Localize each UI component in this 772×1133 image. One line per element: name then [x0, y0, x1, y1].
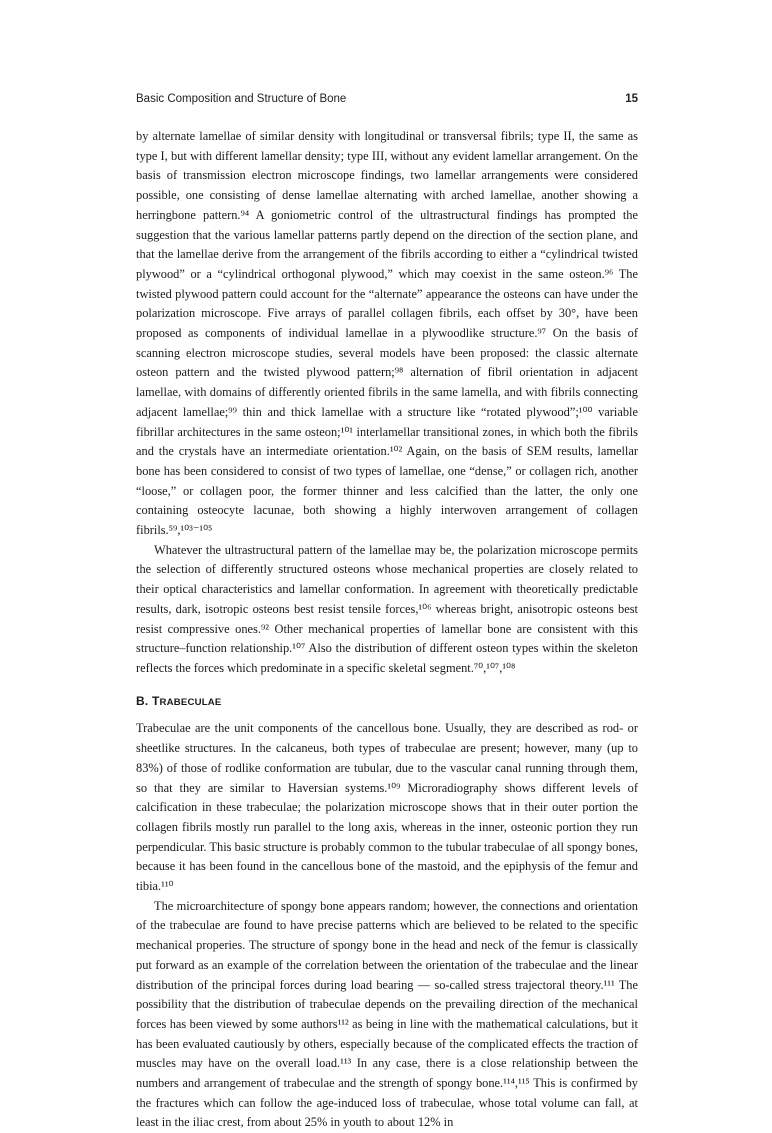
section-heading-title [152, 694, 222, 708]
page-number: 15 [625, 93, 638, 105]
section-heading-smallcaps: RABECULAE [159, 696, 222, 708]
paragraph-microarchitecture: The microarchitecture of spongy bone appears random; however, the connections and orientation of the trabeculae are found to have precise patterns which are believed to be related to the specific mechanical properies. The structure of spongy bone in the head and neck of the femur is classically put forward as an example of the correlation between the orientation of the trabeculae and the linear distribution of the principal forces during load bearing — so-called stress trajectoral theory.¹¹¹ The possibility that the distribution of trabeculae depends on the prevailing direction of the mechanical forces has been viewed by some authors¹¹² as being in line with the mathematical calculations, but it has been evaluated cautiously by others, especially because of the complicated effects the traction of muscles may have on the overall load.¹¹³ In any case, there is a close relationship between the numbers and arrangement of trabeculae and the strength of spongy bone.¹¹⁴,¹¹⁵ This is confirmed by the fractures which can follow the age-induced loss of trabeculae, whose total volume can fall, at least in the iliac crest, from about 25% in youth to about 12% in [136, 898, 638, 1130]
section-heading-trabeculae [136, 692, 638, 713]
section-heading-initial: T [151, 693, 160, 708]
page-body [136, 127, 638, 1133]
running-head: Basic Composition and Structure of Bone [136, 93, 347, 105]
paragraph-trabeculae-intro: Trabeculae are the unit components of the cancellous bone. Usually, they are described as rod- or sheetlike structures. In the calcaneus, both types of trabeculae are present; however, many (up to 83%) of those of rodlike conformation are tubular, due to the vascular canal running through them, so that they are similar to Haversian systems.¹⁰⁹ Microradiography shows different levels of calcification in these trabeculae; the polarization microscope shows that in their outer portion the collagen fibrils mostly run parallel to the long axis, whereas in the inner, osteonic portion they run perpendicular. This basic structure is probably common to the tubular trabeculae of all spongy bones, because it has been found in the cancellous bone of the mastoid, and the epiphysis of the femur and tibia.¹¹⁰ [136, 721, 638, 894]
section-heading-letter: B. [136, 693, 149, 708]
page-header [136, 93, 638, 109]
paragraph-lamellae-continued: by alternate lamellae of similar density with longitudinal or transversal fibrils; type II, the same as type I, but with different lamellar density; type III, without any evident lamellar arrangement. On the basis of transmission electron microscope findings, two lamellar arrangements were considered possible, one consisting of dense lamellae alternating with arched lamellae, another showing a herringbone pattern.⁹⁴ A goniometric control of the ultrastructural findings has prompted the suggestion that the various lamellar patterns partly depend on the direction of the section plane, and that the lamellae derive from the arrangement of the fibrils according to either a “cylindrical twisted plywood” or a “cylindrical orthogonal plywood,” which may coexist in the same osteon.⁹⁶ The twisted plywood pattern could account for the “alternate” appearance the osteons can have under the polarization microscope. Five arrays of parallel collagen fibrils, each offset by 30°, have been proposed as components of individual lamellae in a plywoodlike structure.⁹⁷ On the basis of scanning electron microscope studies, several models have been proposed: the classic alternate osteon pattern and the twisted plywood pattern;⁹⁸ alternation of fibril orientation in adjacent lamellae, with domains of differently oriented fibrils in the same lamella, and with fibrils connecting adjacent lamellae;⁹⁹ thin and thick lamellae with a structure like “rotated plywood”;¹⁰⁰ variable fibrillar architectures in the same osteon;¹⁰¹ interlamellar transitional zones, in which both the fibrils and the crystals have an intermediate orientation.¹⁰² Again, on the basis of SEM results, lamellar bone has been considered to consist of two types of lamellae, one “dense,” or collagen rich, another “loose,” or collagen poor, the former thinner and less calcified than the latter, the only one containing osteocyte lacunae, both showing a highly interwoven arrangement of collagen fibrils.⁵⁹,¹⁰³⁻¹⁰⁵ [136, 129, 638, 538]
paragraph-polarization: Whatever the ultrastructural pattern of the lamellae may be, the polarization microscope permits the selection of differently structured osteons whose mechanical properties are closely related to their optical characteristics and lamellar conformation. In agreement with theoretically predictable results, dark, isotropic osteons best resist tensile forces,¹⁰⁶ whereas bright, anisotropic osteons best resist compressive ones.⁹² Other mechanical properties of lamellar bone are consistent with this structure–function relationship.¹⁰⁷ Also the distribution of different osteon types within the skeleton reflects the forces which predominate in a specific skeletal segment.⁷⁰,¹⁰⁷,¹⁰⁸ [136, 542, 638, 675]
